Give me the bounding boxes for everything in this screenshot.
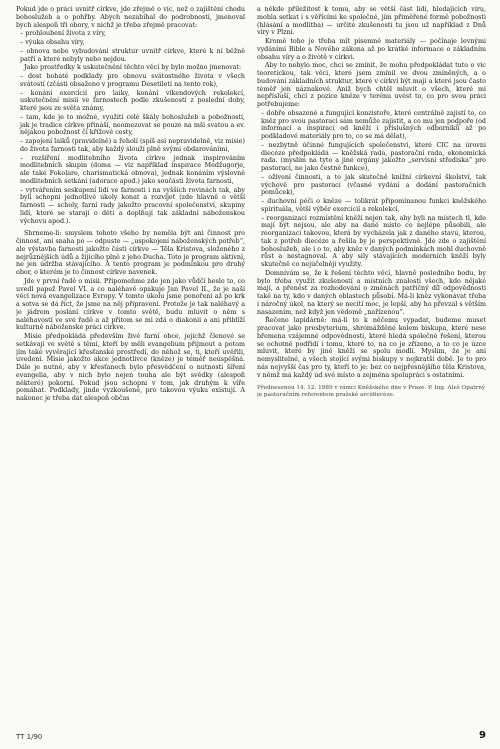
list-item: – zapojení laiků (pravidelně) a řeholí (spíš asi nepravidelně, viz misie) do života farnosti tak, aby každý slouží plně svými obdarováními, [20, 138, 245, 153]
paragraph: Pokud jde o práci uvnitř církve, jde zřejmě o víc, než o zajištění chodu bohoslužeb a o pohřby. Abych nezabíhal do podrobností, jmenoval bych alespoň tři obory, v nichž je třeba zřejmě pracovat: [16, 6, 245, 29]
paragraph: Jde v první řadě o misii. Připomeňme zde jen jako vůdčí heslo to, co uvedl papež Pavel VI. a co naléhavě opakuje Jan Pavel II., že je naší věcí nová evangelizace Evropy. V tomto úkolu jsme ponořeni až po krk a sotva se dá říct, že jsme na něj připraveni. Protože je tak naléhavý a je jádrem poslání církve v tomto světě, budu mluvit o něm s naléhavostí ve své řadě a až přitom se mi zdá o diakonii a ani přiblíží kulturně náboženské práci církve. [16, 277, 245, 332]
text-columns [16, 6, 486, 720]
paragraph: Kromě toho je třeba mít písemné materiály — počínaje levnými vydáními Bible a Nového zákona až po krátké informace o základním obsahu víry a o životě v církvi. [257, 38, 486, 61]
list-item: – dobře obsazené a fungující konzistoře, které centrálně zajistí to, co kněz pro svou pastoraci sám nemůže zajistit, a co mu jen podpoře (od informací a inspirací od kněží i příslušných odborníků až po podkladové materiály pro to, co se má dělat), [261, 109, 486, 140]
list-item: – vytvářením seskupení lidí ve farnosti i na vyšších rovinách tak, aby byli schopni jednotlivé úkoly konat a rozvíjet (zde hlavně o větší farnosti — scholy, farní rady jakožto pracovní společenství, skupiny lidí, které se starají o děti a doplňují tak základní náboženskou výchovu apod.). [20, 186, 245, 225]
paragraph: Aby to nebylo moc, chci se zmínit, že mohu předpokládat tuto o víc teoretickou, tak věci, které jsem zmínil ve dvou zmíněných, a o budování základních struktur, které v církvi být mají a které jsou často téměř jen náznakové. Aniž bych chtěl mluvit o všech, které mi nepřísluší, chci z pozice kněze v terénu uvést to, co pro svou práci potřebujeme: [257, 62, 486, 108]
list-item: – výuka obsahu víry, [20, 39, 85, 46]
author-note: Přednesenou 14. 12. 1989 v rámci Kněžského dne v Praze. P. Ing. Aleš Opatrný je pastoračním referentem pražské arcidiecéze. [257, 385, 486, 398]
list-item: – prohloubení života z víry, [20, 30, 106, 38]
paragraph: Řečeno lapidárně: má-li to k něčemu vypadat, budeme muset pracovat jako presbyterium, shromážděné kolem biskupa, které nese břemena vzájemné odpovědnosti, které hledá společné řešení, kterou se ochotně podřídí i tomu, které to, na co je zřízeno, a to co je úzce mluvit, které by jiné kněží se spolu modlí. Myslím, že je ani nemyslitelné, a všech stojící svými biskupy v nejkratší době. Je to pro nás nejvyšší čas pro ty, kteří to je: bez co nejpřesnějšího těla Kristova, v němž má každý úd své místo a zejména spolupráci s ostatními. [257, 317, 486, 379]
left-column [16, 6, 245, 720]
paragraph: Jako prostředky k uskutečnění těchto věcí by bylo možno jmenovat: [24, 64, 242, 72]
list-item: – oživení činnosti, a to jak skutečně knížní církevní školství, tak výchově pro pastoraci (včasné vydání a dodání pastoračních pomůcek), [261, 173, 486, 197]
paragraph: Domnívám se, že k řešení těchto věcí, hlavně posledního bodu, by bylo třeba využít zkušeností a místních znalostí všech, kdo nějaké mají, a přenést za rozhodování o změnách patřičný díl odpovědnosti také na ty, kdo v daných oblastech působí. Má-li kněz vykonávat třeba i náročný úkol, na který se necítí moc, je lepší, aby ho převzal s větším nasazením, než když jen vědomě „nařízenou“. [257, 269, 486, 316]
list-item: – tam, kde je to možné, využití celé škály bohoslužeb a pobožností, jak je tradice církve přináší, neomezovat se pouze na mši svatou a ev. nějakou pobožnost či křížové cesty, [20, 113, 245, 137]
middle-column [257, 6, 486, 720]
page-footer [16, 727, 486, 741]
list-item: – duchovní péči o kněze — tolikrát připomínanou funkci kněžského spirituála, větší výběr exercicií a rekolekcí, [261, 198, 486, 213]
list-item: – dost bohaté podklady pro obnovu svátostného života v všech svátostí (zčásti obsaženo v programu Desetiletí na tento rok), [20, 73, 245, 88]
page-number: 9 [479, 730, 486, 741]
list-item: – nezbytně účinné fungujících společenství, které CIC na úrovni diecéze předpokládá — kněžská rada, pastorační rada, ekonomická rada. (myslím na tyto a jiné orgány jakožto „servisní střediska“ pro pastoraci, ne jako čestné funkce), [261, 141, 486, 172]
list-item: – rozšíření modlitebního života církve jednak inspirováním modlitebních skupin (doma — viz například inspirace Medžugorje, ale také Fokolare, charismatická obnova), jednak konáním výslovně modlitebních setkání (adorace apod.) jako součásti života farnosti, [20, 154, 245, 185]
paragraph: Misie předpokládá především živé farní obce, jejichž členové se setkávají ve světě s těmi, kteří by měli evangelium přijmout a potom jím také vyvěrající křesťanské prostředí, do něhož se, ti, kteří uvěřili, uvedeni. Misie jakožto akce jednotlivce (kněze) je téměř neúspěšná. Dále je nutné, aby v křesťanech bylo přesvědčení o nutnosti šíření evangelia, aby v nich bylo nejen touha ale být svědky (alespoň některé) pokorní. Pokud jsou schopni v tom, jak druhým k víře pomáhat. Podklady, jinde vyzkoušené, pro takovou výuku existují. A nakonec je třeba dát alespoň občas [16, 333, 245, 402]
list-item: – konání exercicií pro laiky, konání víkendových rekolekcí, uskutečnění misií ve farnostech podle zkušeností z poslední doby, které jsou ze světa známy, [20, 89, 245, 112]
list-item: – reorganizaci rozmístění kněží nejen tak, aby byli na místech tl, kde mají být nejsou, ale aby na dané místo co nejlépe působili, ale reorganizaci takovou, která by vycházela jak z daného stavu, kterou, tak z potřeb diecéze a řešila by je perspektivně. Jde zde o zajištění bohoslužeb, ale i o to, aby kněz v daných podmínkách mohl duchovně růst a nestagnoval. A aby sily stávajících moderních kněží byly skutečně co nejúčelněji využity. [261, 214, 486, 268]
list-item: – obnova nebo vybudování struktur uvnitř církve, které k ní běžně patří a které nebyly nebo nejdou. [20, 47, 245, 63]
journal-issue: TT 1/90 [16, 733, 43, 741]
paragraph: Shrneme-li: smyslem tohoto všeho by neměla být ani činnost pro činnost, ani snaha po — odpuste — „uspokojení náboženských potřeb“, ale výstavba farnosti jakožto části církve — Těla Kristova, složeného z nejrůznějších údů a žijícího plně z jeho Ducha. Toto je program aktivní, ne jen údržba stávajícího. A tento program je podmínkou pro druhý obor, o kterém je to činnost církve navenek. [16, 230, 245, 276]
paragraph: a někde příležitost k tomu, aby se větší část lidí, hledajících víru, mohla setkat i s věřícími ke společné, jím přiměřené formě pobožnosti (hlásání a modlitba) — určité zkušenosti tu jsou už například z Dnů víry v Plzni. [257, 6, 486, 37]
